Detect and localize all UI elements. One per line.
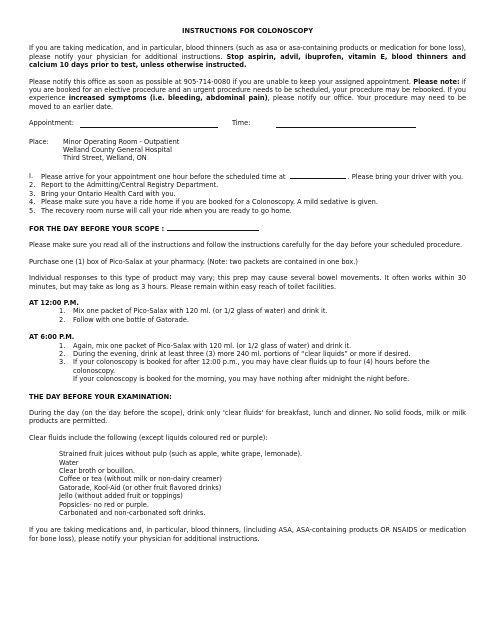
appointment-row xyxy=(29,119,466,127)
place-line: Minor Operating Room - Outpatient xyxy=(63,137,180,146)
list-item: Coffee or tea (without milk or non-dairy creamer) xyxy=(59,475,222,484)
item-text: . Please bring your driver with you. xyxy=(347,172,464,181)
scope-date-field[interactable] xyxy=(167,224,259,231)
appointment-field[interactable] xyxy=(80,120,218,128)
item-text: If your colonoscopy is booked for after 12:00 p.m., you may have clear fluids up to four (4) hours before the colonoscopy. xyxy=(73,358,430,375)
item-number: 1. xyxy=(59,341,66,350)
item-text: If your colonoscopy is booked for the morning, you may have nothing after midnight the night before. xyxy=(73,375,410,384)
notify-text-3: , please notify our office. Your procedure may need to be moved to an earlier date. xyxy=(29,94,466,111)
list-item xyxy=(29,190,466,198)
place-label: Place: xyxy=(29,137,49,146)
list-item: Water xyxy=(59,458,79,467)
section-heading-noon: AT 12:00 P.M. xyxy=(29,298,79,307)
item-text: During the evening, drink at least three (3) more 240 ml. portions of “clear liquids” or more if desired. xyxy=(73,349,411,358)
list-item: Popsicles- no red or purple. xyxy=(59,500,149,509)
intro-paragraph xyxy=(29,44,466,69)
item-number: 2. xyxy=(29,181,36,190)
notify-paragraph xyxy=(29,78,466,112)
item-number: 4. xyxy=(29,198,36,207)
time-label: Time: xyxy=(231,119,251,128)
place-address xyxy=(63,138,179,163)
item-text: Please make sure you have a ride home if you are booked for a Colonoscopy. A mild sedative is given. xyxy=(41,198,378,207)
section-heading-exam: THE DAY BEFORE YOUR EXAMINATION: xyxy=(29,392,172,401)
list-item: Clear broth or bouillon. xyxy=(59,467,136,476)
item-number: 3. xyxy=(29,189,36,198)
place-line: Welland County General Hospital xyxy=(63,146,172,155)
list-item xyxy=(59,358,466,375)
purchase-paragraph: Purchase one (1) box of Pico-Salax at your pharmacy. (Note: two packets are contained in one box.) xyxy=(29,257,358,266)
list-item: Gatorade, Kool-Aid (or other fruit flavored drinks) xyxy=(59,483,222,492)
item-number: I. xyxy=(29,171,34,180)
item-text: Please arrive for your appointment one hour before the scheduled time at xyxy=(41,172,286,181)
item-number: 2. xyxy=(59,315,66,324)
notify-text-2: if you are booked for an elective procedure and an urgent procedure needs to be scheduled, your procedure may be rebooked. If you experience xyxy=(29,77,467,103)
list-item xyxy=(29,172,466,181)
list-item xyxy=(29,198,466,206)
place-block xyxy=(29,138,466,163)
list-item xyxy=(29,207,466,215)
item-number: 1. xyxy=(59,307,66,316)
six-pm-steps-list xyxy=(59,342,466,384)
section-heading-text: FOR THE DAY BEFORE YOUR SCOPE : xyxy=(29,224,165,233)
final-paragraph: If you are taking medications and, in particular, blood thinners, (including ASA, ASA-containing products OR NSAIDS or medication for bone loss), please notify your physician for additional instructions. xyxy=(29,526,466,543)
item-text: Bring your Ontario Health Card with you. xyxy=(41,189,176,198)
during-paragraph: During the day (on the day before the scope), drink only 'clear fluids' for breakfast, lunch and dinner. No solid foods, milk or milk products are permitted. xyxy=(29,409,466,426)
clear-fluids-intro: Clear fluids include the following (except liquids coloured red or purple): xyxy=(29,433,268,442)
item-text: Again, mix one packet of Pico-Salax with 120 ml. (or 1/2 glass of water) and drink it. xyxy=(73,341,352,350)
item-number: 2. xyxy=(59,349,66,358)
appointment-label: Appointment: xyxy=(29,119,74,128)
item-number: 3. xyxy=(59,358,66,367)
list-item: Strained fruit juices without pulp (such as apple, white grape, lemonade). xyxy=(59,450,303,459)
intro-text: If you are taking medication, and in particular, blood thinners (such as asa or asa-containing products or medication for bone loss), please notify your physician for additional instructions. xyxy=(29,44,466,61)
intro-warning: Stop aspirin, advil, ibuprofen, vitamin E, blood thinners and calcium 10 days prior to test, unless otherwise instructed. xyxy=(29,52,466,70)
document-page xyxy=(29,27,466,551)
read-all-paragraph: Please make sure you read all of the instructions and follow the instructions carefully for the day before your scheduled procedure. xyxy=(29,241,463,250)
time-field[interactable] xyxy=(276,120,416,128)
item-text: Report to the Admitting/Central Registry Department. xyxy=(41,181,219,190)
noon-steps-list xyxy=(59,307,466,324)
item-text: Mix one packet of Pico-Salax with 120 ml. (or 1/2 glass of water) and drink it. xyxy=(73,307,328,316)
clear-fluids-list xyxy=(59,450,466,517)
arrival-time-field[interactable] xyxy=(290,172,346,179)
item-number: 5. xyxy=(29,206,36,215)
place-line: Third Street, Welland, ON xyxy=(63,154,147,163)
list-item xyxy=(59,307,466,315)
list-item xyxy=(29,181,466,189)
list-item: Jello (without added fruit or toppings) xyxy=(59,492,183,501)
list-item xyxy=(59,316,466,324)
notify-text-1: Please notify this office as soon as possible at 905-714-0080 if you are unable to keep your assigned appointment. xyxy=(29,77,414,86)
notify-symptoms: increased symptoms (i.e. bleeding, abdominal pain) xyxy=(68,94,268,103)
document-title: INSTRUCTIONS FOR COLONOSCOPY xyxy=(181,27,314,35)
item-text: The recovery room nurse will call your ride when you are ready to go home. xyxy=(41,206,292,215)
list-item: Carbonated and non-carbonated soft drinks. xyxy=(59,509,206,518)
item-text: Follow with one bottle of Gatorade. xyxy=(73,315,189,324)
list-item xyxy=(59,375,466,383)
notify-note-label: Please note: xyxy=(413,77,460,86)
list-item xyxy=(59,342,466,350)
arrival-steps-list xyxy=(29,172,466,215)
section-heading-six-pm: AT 6:00 P.M. xyxy=(29,333,75,342)
list-item xyxy=(59,350,466,358)
individual-responses-paragraph: Individual responses to this type of product may vary; this prep may cause several bowel movements. It often works within 30 minutes, but may take as long as 3 hours. Please remain within easy reach of toilet facilities. xyxy=(29,274,466,291)
section-heading-day-before-scope xyxy=(29,224,466,233)
